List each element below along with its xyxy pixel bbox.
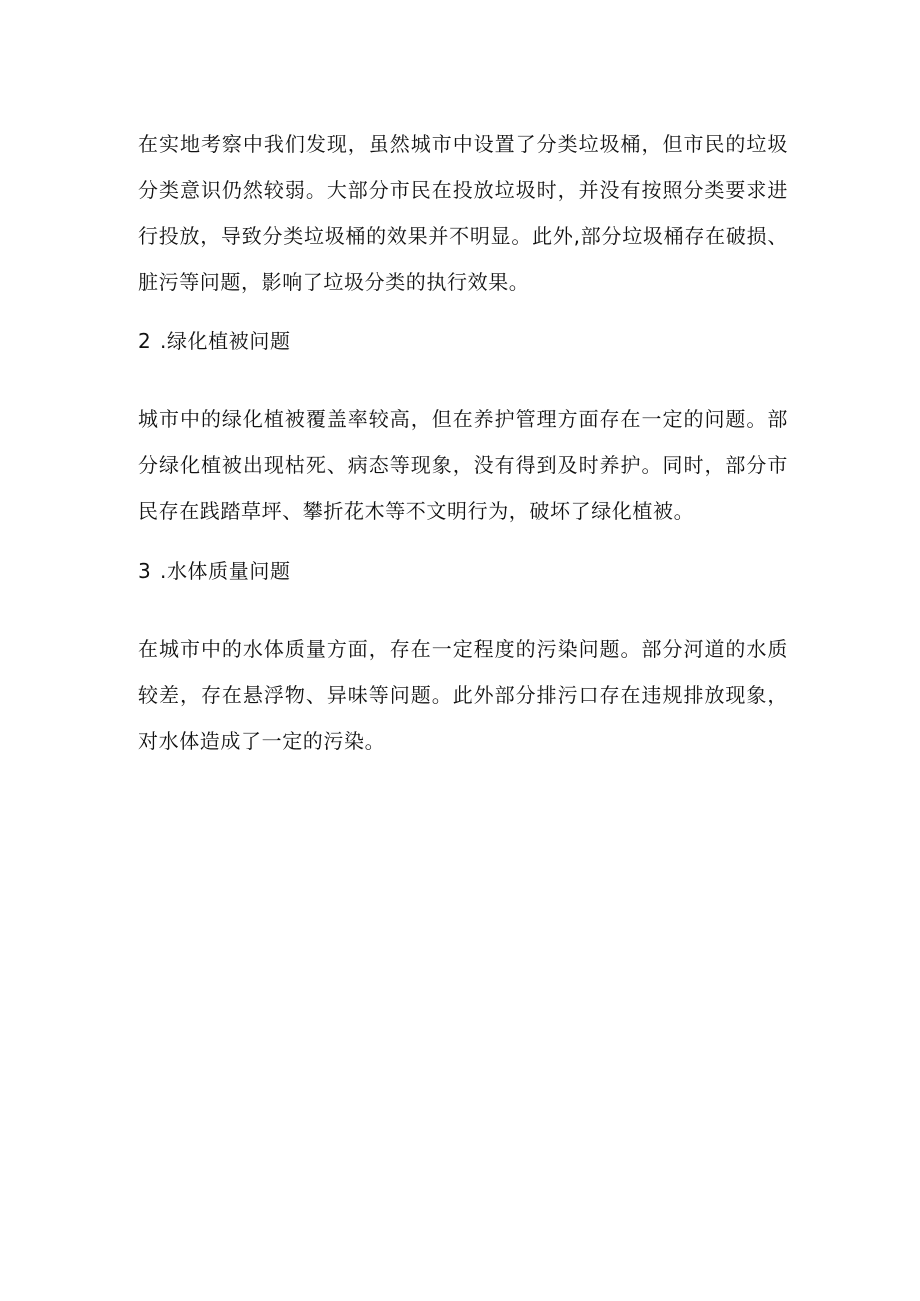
section-title: .绿化植被问题 (160, 329, 291, 353)
paragraph-water-quality: 在城市中的水体质量方面，存在一定程度的污染问题。部分河道的水质较差，存在悬浮物、异味等问题。此外部分排污口存在违规排放现象，对水体造成了一定的污染。 (138, 637, 788, 753)
paragraph-garbage-sorting: 在实地考察中我们发现，虽然城市中设置了分类垃圾桶，但市民的垃圾分类意识仍然较弱。大部分市民在投放垃圾时，并没有按照分类要求进行投放，导致分类垃圾桶的效果并不明显。此外,部分垃圾桶存在破损、脏污等问题，影响了垃圾分类的执行效果。 (138, 132, 788, 294)
section-heading-greenery (138, 326, 291, 356)
paragraph-greenery: 城市中的绿化植被覆盖率较高，但在养护管理方面存在一定的问题。部分绿化植被出现枯死、病态等现象，没有得到及时养护。同时，部分市民存在践踏草坪、攀折花木等不文明行为，破坏了绿化植被。 (138, 407, 788, 523)
section-title: .水体质量问题 (160, 559, 291, 583)
section-heading-water-quality (138, 556, 291, 586)
section-number: 2 (138, 329, 152, 353)
section-number: 3 (138, 559, 152, 583)
